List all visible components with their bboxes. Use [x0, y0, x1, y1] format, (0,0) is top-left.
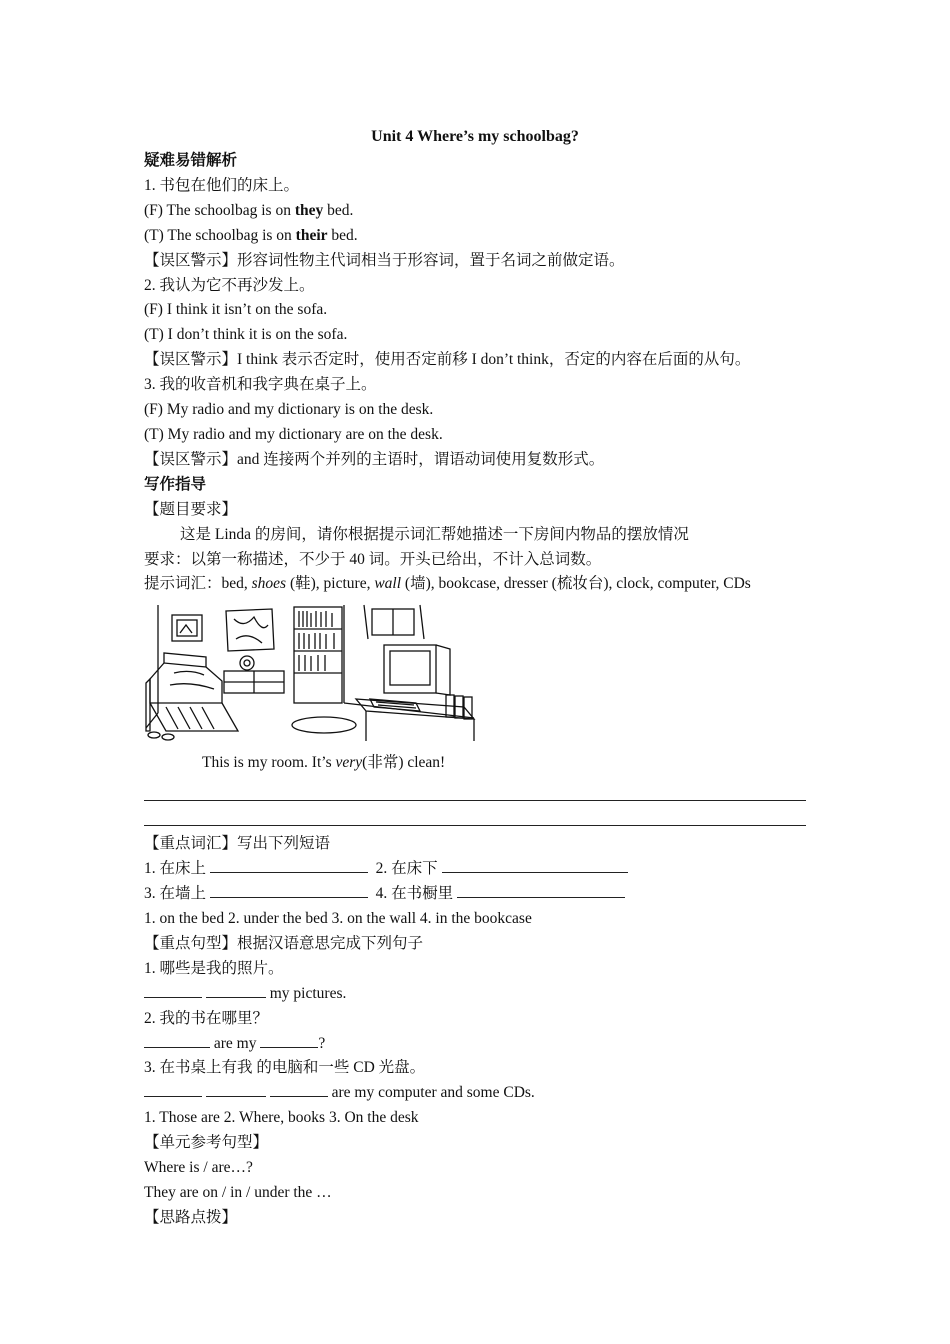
error-2-true: (T) I don’t think it is on the sofa. [144, 326, 348, 344]
reference-sentence-1: Where is / are…? [144, 1159, 253, 1177]
section-heading-writing: 写作指导 [144, 475, 207, 493]
task-line-1: 这是 Linda 的房间，请你根据提示词汇帮她描述一下房间内物品的摆放情况 [180, 525, 689, 543]
error-2-note: 【误区警示】I think 表示否定时，使用否定前移 I don’t think，否定的内容在后面的从句。 [144, 351, 751, 369]
sentence-1-prompt: 1. 哪些是我的照片。 [144, 959, 284, 977]
sentence-2-prompt: 2. 我的书在哪里？ [144, 1009, 269, 1027]
vocab-blank-4[interactable] [457, 882, 625, 898]
error-3-false: (F) My radio and my dictionary is on the desk. [144, 401, 434, 419]
error-3-chinese: 3. 我的收音机和我字典在桌子上。 [144, 376, 377, 394]
sentence-3-blank-1[interactable] [144, 1081, 202, 1097]
section-heading-errors: 疑难易错解析 [144, 152, 238, 169]
error-3-note: 【误区警示】and 连接两个并列的主语时，谓语动词使用复数形式。 [144, 450, 605, 468]
error-1-true: (T) The schoolbag is on their bed. [144, 226, 358, 244]
document-body [144, 125, 809, 1231]
idea-heading: 【思路点拨】 [144, 1208, 238, 1226]
room-illustration [144, 603, 476, 743]
writing-line-1[interactable] [144, 776, 806, 801]
vocab-answer: 1. on the bed 2. under the bed 3. on the wall 4. in the bookcase [144, 910, 532, 928]
writing-line-2[interactable] [144, 801, 806, 826]
vocab-blank-1[interactable] [210, 857, 368, 873]
vocab-row-1: 1. 在床上 2. 在床下 [144, 857, 809, 882]
sentence-3-prompt: 3. 在书桌上有我 的电脑和一些 CD 光盘。 [144, 1059, 426, 1077]
vocab-row-2: 3. 在墙上 4. 在书橱里 [144, 882, 809, 907]
sentence-answer: 1. Those are 2. Where, books 3. On the desk [144, 1109, 419, 1127]
error-1-false: (F) The schoolbag is on they bed. [144, 201, 354, 219]
sentence-1-answer-line: my pictures. [144, 982, 809, 1007]
sentence-3-blank-2[interactable] [206, 1081, 266, 1097]
error-2-false: (F) I think it isn’t on the sofa. [144, 301, 328, 319]
task-line-2: 要求：以第一称描述，不少于 40 词。开头已给出，不计入总词数。 [144, 550, 602, 568]
sentence-1-blank-1[interactable] [144, 982, 202, 998]
hint-words: 提示词汇：bed, shoes (鞋), picture, wall (墙), bookcase, dresser (梳妆台), clock, computer, CDs [144, 575, 751, 593]
error-1-chinese: 1. 书包在他们的床上。 [144, 176, 300, 194]
sentence-2-blank-1[interactable] [144, 1032, 210, 1048]
writing-start-sentence: This is my room. It’s very(非常) clean! [202, 754, 446, 772]
task-label: 【题目要求】 [144, 500, 238, 518]
reference-sentence-2: They are on / in / under the … [144, 1184, 332, 1201]
page-title: Unit 4 Where’s my schoolbag? [371, 128, 579, 145]
vocab-blank-2[interactable] [442, 857, 628, 873]
sentence-2-answer-line: are my ? [144, 1032, 809, 1057]
sentence-3-blank-3[interactable] [270, 1081, 328, 1097]
reference-heading: 【单元参考句型】 [144, 1134, 269, 1152]
error-1-note: 【误区警示】形容词性物主代词相当于形容词，置于名词之前做定语。 [144, 251, 625, 269]
sentence-2-blank-2[interactable] [260, 1032, 318, 1048]
error-2-chinese: 2. 我认为它不再沙发上。 [144, 276, 315, 294]
vocab-blank-3[interactable] [210, 882, 368, 898]
vocab-heading: 【重点词汇】写出下列短语 [144, 835, 331, 853]
sentence-3-answer-line: are my computer and some CDs. [144, 1081, 809, 1106]
sentence-1-blank-2[interactable] [206, 982, 266, 998]
error-3-true: (T) My radio and my dictionary are on the desk. [144, 425, 443, 443]
sentence-heading: 【重点句型】根据汉语意思完成下列句子 [144, 934, 424, 952]
